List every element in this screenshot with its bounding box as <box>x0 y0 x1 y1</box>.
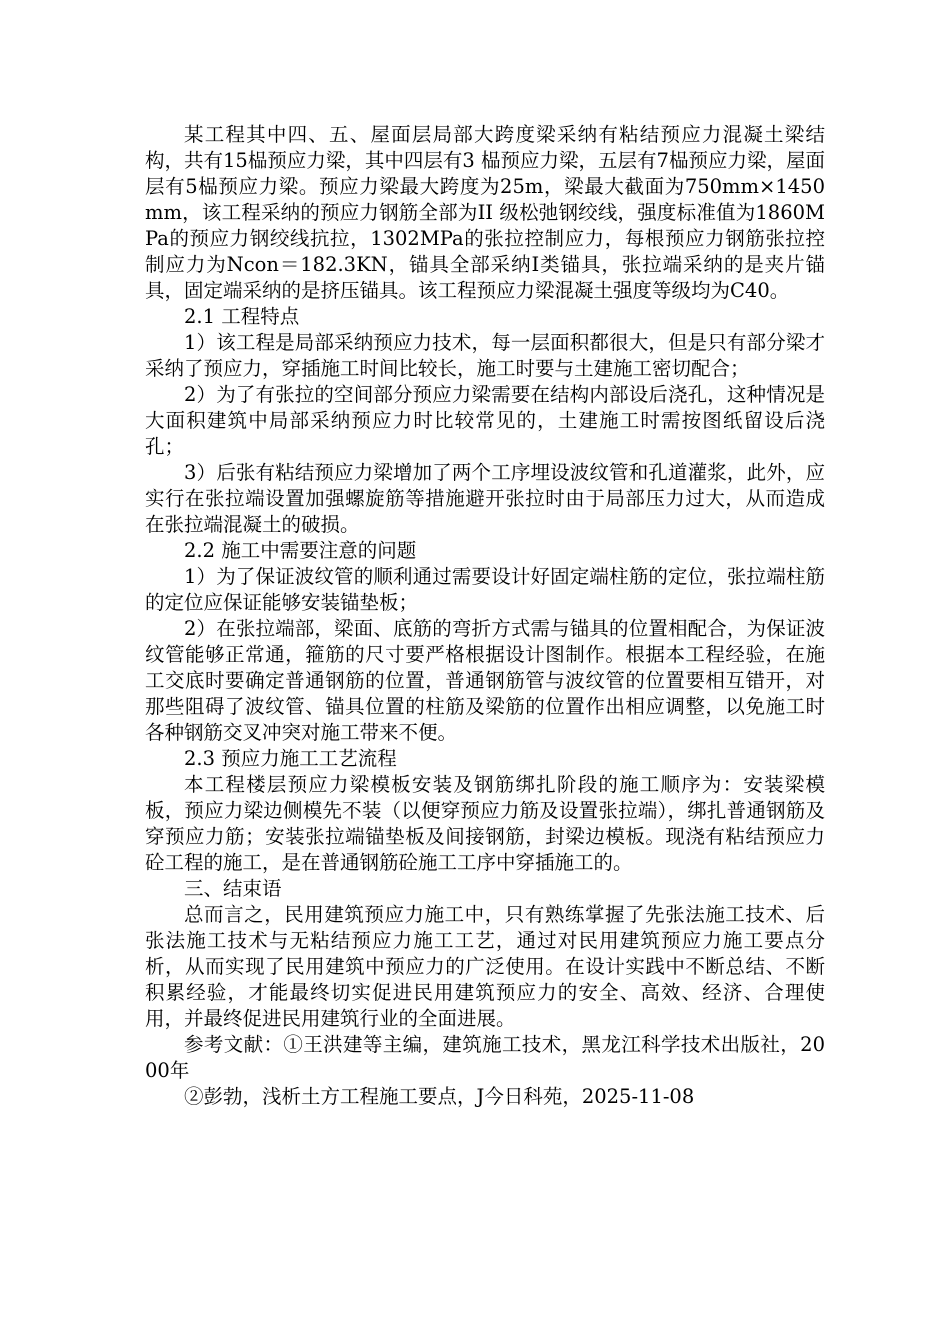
feature-item-3: 3）后张有粘结预应力梁增加了两个工序埋设波纹管和孔道灌浆，此外，应实行在张拉端设置加强螺旋筋等措施避开张拉时由于局部压力过大，从而造成在张拉端混凝土的破损。 <box>145 461 825 536</box>
issue-item-1: 1）为了保证波纹管的顺利通过需要设计好固定端柱筋的定位，张拉端柱筋的定位应保证能够安装锚垫板； <box>145 565 825 614</box>
process-paragraph: 本工程楼层预应力梁模板安装及钢筋绑扎阶段的施工顺序为：安装梁模板，预应力梁边侧模先不装（以便穿预应力筋及设置张拉端），绑扎普通钢筋及穿预应力筋；安装张拉端锚垫板及间接钢筋，封梁边模板。现浇有粘结预应力砼工程的施工，是在普通钢筋砼施工工序中穿插施工的。 <box>145 773 825 874</box>
section-heading-2-2: 2.2 施工中需要注意的问题 <box>184 539 417 562</box>
section-heading-2-1: 2.1 工程特点 <box>184 305 300 328</box>
issue-item-2: 2）在张拉端部，梁面、底筋的弯折方式需与锚具的位置相配合，为保证波纹管能够正常通，箍筋的尺寸要严格根据设计图制作。根据本工程经验，在施工交底时要确定普通钢筋的位置，普通钢筋管与波纹管的位置要相互错开，对那些阻碍了波纹管、锚具位置的柱筋及梁筋的位置作出相应调整，以免施工时各种钢筋交叉冲突对施工带来不便。 <box>145 617 825 744</box>
reference-item-1: 参考文献：①王洪建等主编，建筑施工技术，黑龙江科学技术出版社，2000年 <box>145 1033 825 1082</box>
section-heading-2-3: 2.3 预应力施工工艺流程 <box>184 747 397 770</box>
reference-item-2: ②彭勃，浅析土方工程施工要点，J今日科苑，2025-11-08 <box>184 1085 695 1108</box>
intro-paragraph: 某工程其中四、五、屋面层局部大跨度梁采纳有粘结预应力混凝土梁结构，共有15榀预应力梁，其中四层有3 榀预应力梁，五层有7榀预应力梁，屋面层有5榀预应力梁。预应力梁最大跨度为25m，梁最大截面为750mm×1450mm，该工程采纳的预应力钢筋全部为II 级松弛钢绞线，强度标准值为1860MPa的预应力钢绞线抗拉，1302MPa的张拉控制应力，每根预应力钢筋张拉控制应力为Ncon＝182.3KN，锚具全部采纳Ⅰ类锚具，张拉端采纳的是夹片锚具，固定端采纳的是挤压锚具。该工程预应力梁混凝土强度等级均为C40。 <box>145 123 825 302</box>
feature-item-1: 1）该工程是局部采纳预应力技术，每一层面积都很大，但是只有部分梁才采纳了预应力，穿插施工时间比较长，施工时要与土建施工密切配合； <box>145 331 825 380</box>
feature-item-2: 2）为了有张拉的空间部分预应力梁需要在结构内部设后浇孔，这种情况是大面积建筑中局部采纳预应力时比较常见的，土建施工时需按图纸留设后浇孔； <box>145 383 825 458</box>
document-body <box>145 122 825 1110</box>
conclusion-paragraph: 总而言之，民用建筑预应力施工中，只有熟练掌握了先张法施工技术、后张法施工技术与无粘结预应力施工工艺，通过对民用建筑预应力施工要点分析，从而实现了民用建筑中预应力的广泛使用。在设计实践中不断总结、不断积累经验，才能最终切实促进民用建筑预应力的安全、高效、经济、合理使用，并最终促进民用建筑行业的全面进展。 <box>145 903 825 1030</box>
section-heading-conclusion: 三、结束语 <box>184 877 282 900</box>
